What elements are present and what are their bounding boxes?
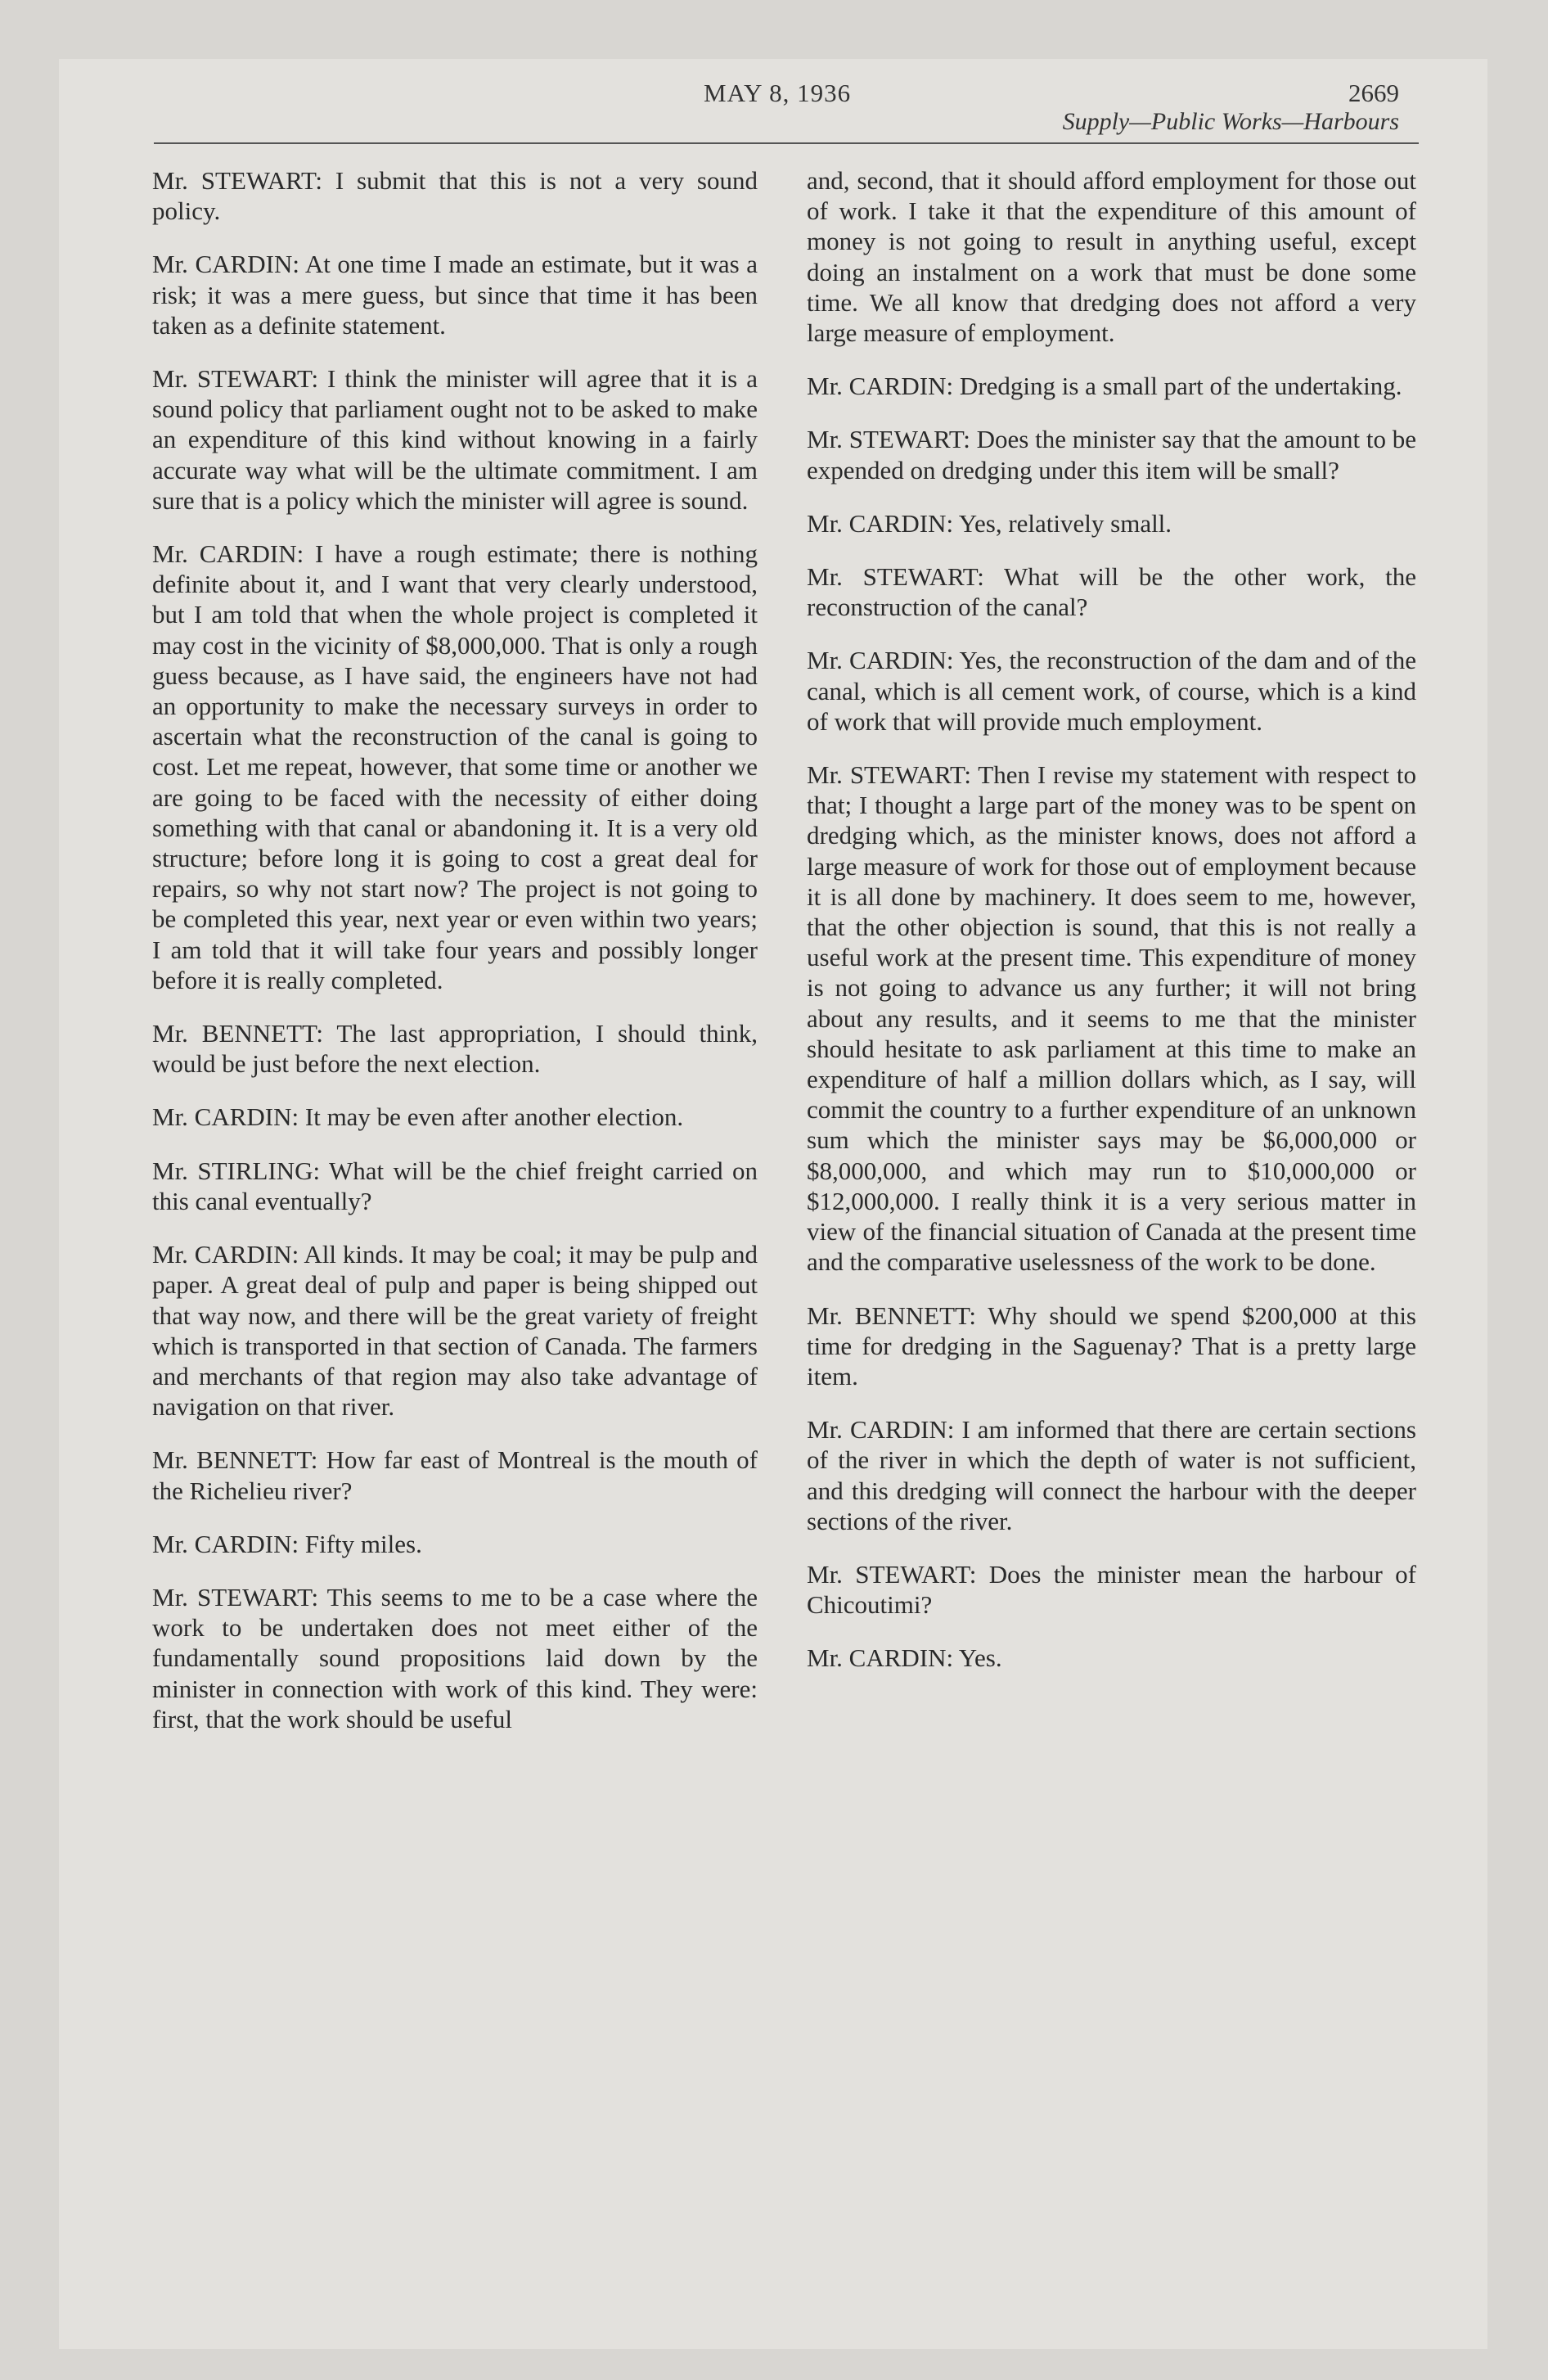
paragraph: Mr. STEWART: Does the minister say that the amount to be expended on dredging under this item will be small? [807,425,1416,485]
paragraph: Mr. STEWART: What will be the other work, the reconstruction of the canal? [807,562,1416,622]
paragraph: Mr. CARDIN: Dredging is a small part of the undertaking. [807,372,1402,401]
paragraph: Mr. STEWART: This seems to me to be a case where the work to be undertaken does not meet either of the fundamentally sound propositions laid down by the minister in connection with work of this kind. They were: first, that the work should be useful [152,1582,758,1733]
header-date: MAY 8, 1936 [704,79,852,107]
paragraph: Mr. STIRLING: What will be the chief freight carried on this canal eventually? [152,1156,758,1215]
paragraph: Mr. CARDIN: At one time I made an estimate, but it was a risk; it was a mere guess, but since that time it has been taken as a definite statement. [152,250,758,340]
left-column [152,165,758,1757]
paragraph: Mr. STEWART: Does the minister mean the harbour of Chicoutimi? [807,1559,1416,1620]
paragraph: Mr. CARDIN: All kinds. It may be coal; it may be pulp and paper. A great deal of pulp and paper is being shipped out that way now, and there will be the great variety of freight which is transported in that section of Canada. The farmers and merchants of that region may also take advantage of navigation on that river. [152,1240,758,1422]
paragraph: Mr. BENNETT: Why should we spend $200,000 at this time for dredging in the Saguenay? That is a pretty large item. [807,1300,1416,1391]
paragraph: Mr. BENNETT: How far east of Montreal is the mouth of the Richelieu river? [152,1445,758,1505]
right-column [807,165,1416,1697]
running-head: Supply—Public Works—Harbours [1062,108,1399,135]
paragraph: Mr. STEWART: Then I revise my statement with respect to that; I thought a large part of the money was to be spent on dredging which, as the minister knows, does not afford a large measure of work for those out of employment because it is all done by machinery. It does seem to me, however, that the other objection is sound, that this is not really a useful work at the present time. This expenditure of money is not going to advance us any further; it will not bring about any results, and it seems to me that the minister should hesitate to ask parliament at this time to make an expenditure of half a million dollars which, as I say, will commit the country to a further expenditure of an unknown sum which the minister says may be $6,000,000 or $8,000,000, and which may run to $10,000,000 or $12,000,000. I really think it is a very serious matter in view of the financial situation of Canada at the present time and the comparative uselessness of the work to be done. [807,760,1416,1277]
paragraph: Mr. CARDIN: I am informed that there are certain sections of the river in which the depth of water is not sufficient, and this dredging will connect the harbour with the deeper sections of the river. [807,1415,1416,1535]
paragraph: Mr. CARDIN: Fifty miles. [152,1529,422,1558]
paragraph: and, second, that it should afford employment for those out of work. I take it that the expenditure of this amount of money is not going to result in anything useful, except doing an instalment on a work that must be done some time. We all know that dredging does not afford a very large measure of employment. [807,166,1416,348]
paragraph: Mr. CARDIN: I have a rough estimate; there is nothing definite about it, and I want that very clearly understood, but I am told that when the whole project is completed it may cost in the vicinity of $8,000,000. That is only a rough guess because, as I have said, the engineers have not had an opportunity to make the necessary surveys in order to ascertain what the reconstruction of the canal is going to cost. Let me repeat, however, that some time or another we are going to be faced with the necessity of either doing something with that canal or abandoning it. It is a very old structure; before long it is going to cost a great deal for repairs, so why not start now? The project is not going to be completed this year, next year or even within two years; I am told that it will take four years and possibly longer before it is really completed. [152,539,758,994]
paragraph: Mr. CARDIN: Yes. [807,1643,1002,1673]
paragraph: Mr. CARDIN: Yes, relatively small. [807,508,1172,538]
paragraph: Mr. STEWART: I think the minister will agree that it is a sound policy that parliament ought not to be asked to make an expenditure of this kind without knowing in a fairly accurate way what will be the ultimate commitment. I am sure that is a policy which the minister will agree is sound. [152,364,758,515]
page-number: 2669 [1348,79,1399,107]
paragraph: Mr. CARDIN: It may be even after another election. [152,1102,684,1132]
paragraph: Mr. BENNETT: The last appropriation, I should think, would be just before the next election. [152,1019,758,1079]
header-rule [154,142,1419,144]
paragraph: Mr. STEWART: I submit that this is not a very sound policy. [152,166,758,226]
paragraph: Mr. CARDIN: Yes, the reconstruction of the dam and of the canal, which is all cement work, of course, which is a kind of work that will provide much employment. [807,646,1416,736]
